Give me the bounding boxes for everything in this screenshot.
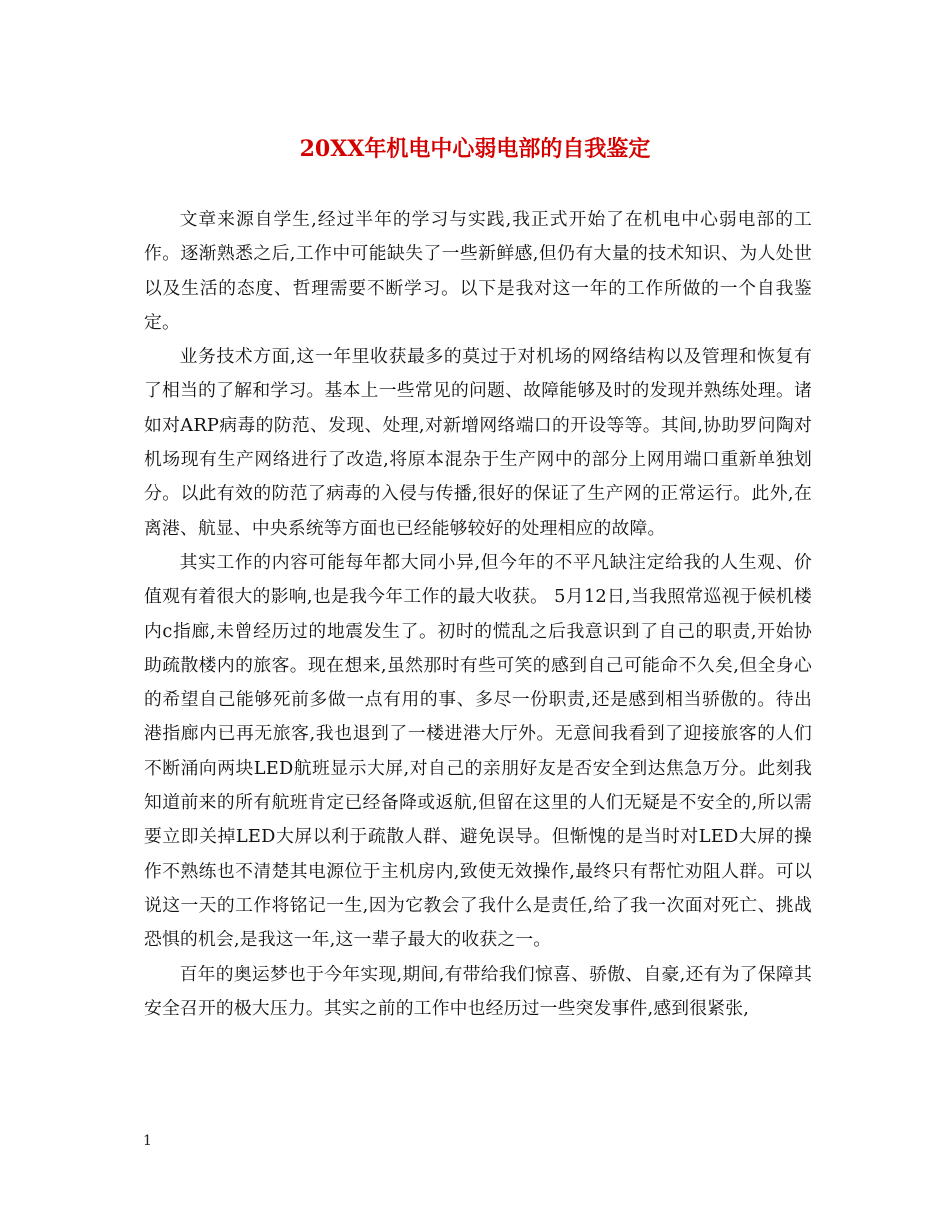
paragraph-olympics: 百年的奥运梦也于今年实现,期间,有带给我们惊喜、骄傲、自豪,还有为了保障其安全召开的极大压力。其实之前的工作中也经历过一些突发事件,感到很紧张, xyxy=(144,963,812,1019)
document-body xyxy=(144,203,812,1026)
paragraph-intro: 文章来源自学生,经过半年的学习与实践,我正式开始了在机电中心弱电部的工作。逐渐熟悉之后,工作中可能缺失了一些新鲜感,但仍有大量的技术知识、为人处世以及生活的态度、哲理需要不断学习。以下是我对这一年的工作所做的一个自我鉴定。 xyxy=(144,209,812,333)
paragraph-earthquake: 其实工作的内容可能每年都大同小异,但今年的不平凡缺注定给我的人生观、价值观有着很大的影响,也是我今年工作的最大收获。 5月12日,当我照常巡视于候机楼内c指廊,未曾经历过的地震发生了。初时的慌乱之后我意识到了自己的职责,开始协助疏散楼内的旅客。现在想来,虽然那时有些可笑的感到自己可能命不久矣,但全身心的希望自己能够死前多做一点有用的事、多尽一份职责,还是感到相当骄傲的。待出港指廊内已再无旅客,我也退到了一楼进港大厅外。无意间我看到了迎接旅客的人们不断涌向两块LED航班显示大屏,对自己的亲朋好友是否安全到达焦急万分。此刻我知道前来的所有航班肯定已经备降或返航,但留在这里的人们无疑是不安全的,所以需要立即关掉LED大屏以利于疏散人群、避免误导。但惭愧的是当时对LED大屏的操作不熟练也不清楚其电源位于主机房内,致使无效操作,最终只有帮忙劝阻人群。可以说这一天的工作将铭记一生,因为它教会了我什么是责任,给了我一次面对死亡、挑战恐惧的机会,是我这一年,这一辈子最大的收获之一。 xyxy=(144,551,812,951)
page-number: 1 xyxy=(143,1133,152,1149)
paragraph-technical: 业务技术方面,这一年里收获最多的莫过于对机场的网络结构以及管理和恢复有了相当的了解和学习。基本上一些常见的问题、故障能够及时的发现并熟练处理。诸如对ARP病毒的防范、发现、处理,对新增网络端口的开设等等。其间,协助罗问陶对机场现有生产网络进行了改造,将原本混杂于生产网中的部分上网用端口重新单独划分。以此有效的防范了病毒的入侵与传播,很好的保证了生产网的正常运行。此外,在离港、航显、中央系统等方面也已经能够较好的处理相应的故障。 xyxy=(144,346,812,539)
document-title: 20XX年机电中心弱电部的自我鉴定 xyxy=(299,136,651,162)
